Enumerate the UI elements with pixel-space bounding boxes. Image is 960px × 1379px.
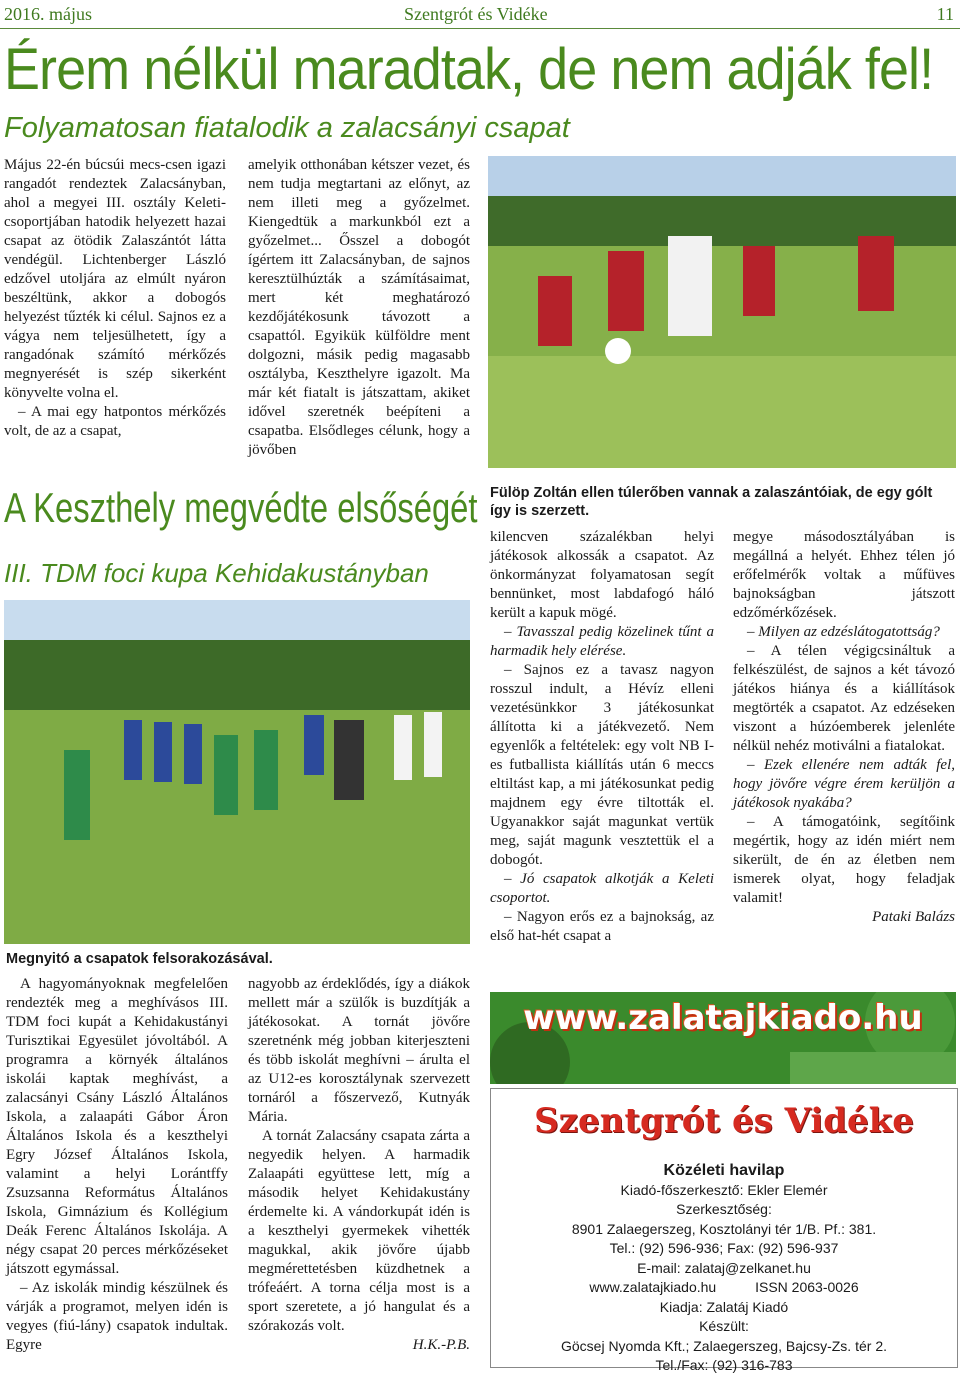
team-lineup-image bbox=[4, 600, 470, 944]
paragraph: – Nagyon erős ez a bajnokság, az első hat-hét csapat a bbox=[490, 909, 714, 944]
paragraph: megye másodosztályában is megállná a helyét. Ehhez télen jó erőfelmérők voltak a műfüves bajnokságban játszott edzőmérkőzések. bbox=[733, 529, 955, 621]
paragraph: A tornát Zalacsány csapata zárta a negyedik helyen. A harmadik Zalaapáti együttese lett, míg a második helyet Kehidakustány érdemelte ki. A vándorkupát idén is a keszthelyi gyermekek vihették magukkal, akik jövőre újabb megmérettetésben küzdhetnek a trófeáért. A torna célja most is a sport szeretete, a jó hangulat és a szórakozás volt. bbox=[248, 1128, 470, 1334]
football-match-image bbox=[488, 156, 956, 468]
article1-title: Érem nélkül maradtak, de nem adják fel! bbox=[4, 37, 934, 102]
article1-column-3 bbox=[490, 528, 714, 946]
imprint-lines bbox=[491, 1161, 957, 1376]
ad-url-link[interactable]: www.zalatajkiado.hu bbox=[523, 998, 923, 1038]
issue-date: 2016. május bbox=[4, 4, 92, 24]
zalatajkiado-ad-banner[interactable] bbox=[490, 992, 956, 1084]
football-match-photo bbox=[488, 156, 956, 468]
page-number: 11 bbox=[936, 4, 954, 24]
imprint-line: Göcsej Nyomda Kft.; Zalaegerszeg, Bajcsy-Zs. tér 2. bbox=[560, 1337, 887, 1354]
imprint-line: Tel.: (92) 596-936; Fax: (92) 596-937 bbox=[609, 1240, 839, 1256]
question: – Tavasszal pedig közelinek tűnt a harmadik hely elérése. bbox=[490, 624, 714, 659]
article1-column-1 bbox=[4, 156, 226, 441]
article1-column-2 bbox=[248, 156, 470, 460]
imprint-title: Szentgrót és Vidéke bbox=[534, 1101, 914, 1141]
question: – Milyen az edzéslátogatottság? bbox=[747, 624, 940, 640]
imprint-line: E-mail: zalataj@zelkanet.hu bbox=[637, 1259, 811, 1276]
imprint-box bbox=[490, 1088, 958, 1373]
page-header bbox=[0, 0, 960, 29]
imprint-line: Szerkesztőség: bbox=[676, 1201, 772, 1217]
article2-author: H.K.-P.B. bbox=[412, 1337, 470, 1353]
imprint-line: Kiadó-főszerkesztő: Ekler Elemér bbox=[620, 1181, 828, 1198]
football-photo-caption: Fülöp Zoltán ellen túlerőben vannak a zalaszántóiak, de egy gólt így is szerzett. bbox=[490, 485, 933, 519]
paragraph: – Az iskolák mindig készülnek és várják a programot, melyen idén is vegyes (fiú-lány) csapatok indultak. Egyre bbox=[6, 1280, 228, 1353]
publication-name: Szentgrót és Vidéke bbox=[404, 4, 548, 24]
imprint-line: www.zalatajkiado.hu ISSN 2063-0026 bbox=[589, 1279, 859, 1295]
paragraph: kilencven százalékban helyi játékosok alkossák a csapatot. Az önkormányzat folyamatosan segít bennünket, most labdafogó háló került a kapuk mögé. bbox=[490, 529, 714, 621]
paragraph: amelyik otthonában kétszer vezet, és nem tudja megtartani az előnyt, az nem illeti meg a győzelmet. Kiengedtük a markunkból ezt a győzelmet... Ősszel a dobogót ígértem itt Zalacsányban, de sajnos keresztülhúzták a számításaimat, mert két meghatározó kezdőjátékosunk távozott a csapattól. Egyikük külföldre ment dolgozni, másik pedig magasabb osztályba, Keszthelyre igazolt. Ma már két fiatalt is játszattam, akiket idővel szeretnék beépíteni a csapatba. Elsődleges célunk, hogy a jövőben bbox=[248, 157, 470, 458]
team-lineup-photo bbox=[4, 600, 470, 944]
imprint-line: Közéleti havilap bbox=[663, 1162, 785, 1179]
article2-column-2 bbox=[248, 975, 470, 1355]
paragraph: nagyobb az érdeklődés, így a diákok mellett már a szülők is buzdítják a játékosokat. A tornát jövőre szeretnénk még jobban kiterjeszteni és több iskolát meghívni – árulta el az U12-es korosztálynak szervezett tornáról a főszervező, Kutnyák Mária. bbox=[248, 976, 470, 1125]
article1-subtitle: Folyamatosan fiatalodik a zalacsányi csapat bbox=[4, 112, 570, 144]
paragraph: Május 22-én búcsúi mecs-csen igazi rangadót rendeztek Zalacsányban, ahol a megyei III. osztály Keleti-csoportjában hatodik helyezett hazai csapat az ötödik Zalaszántót látta vendégül. Lichtenberger László edzővel utoljára az elmúlt nyáron beszéltünk, akkor a dobogós helyezést tűzték ki célul. Sajnos ez a vágya nem teljesülhetett, így a rangadónak számító mérkőzés megnyerését is szép sikerként könyvelte volna el. bbox=[4, 157, 226, 401]
paragraph: – A támogatóink, segítőink megértik, hogy az idén miért nem sikerült, de én az életben nem ismerek olyat, hogy feladjak valamit! bbox=[733, 814, 955, 906]
question: – Ezek ellenére nem adták fel, hogy jövőre végre érem kerüljön a játékosok nyakába? bbox=[733, 757, 955, 811]
imprint-line: Készült: bbox=[699, 1318, 749, 1334]
article2-column-1 bbox=[6, 975, 228, 1355]
imprint-line: Tel./Fax: (92) 316-783 bbox=[655, 1357, 793, 1373]
imprint-line: Kiadja: Zalatáj Kiadó bbox=[659, 1298, 789, 1315]
paragraph: A hagyományoknak megfelelően rendezték meg a meghívásos III. TDM foci kupát a Kehidakustányi Turisztikai Egyesület jóvoltából. A programra a környék általános iskolái kaptak meghívást, a zalacsányi Csány László Általános Iskola, a zalaapáti Gábor Áron Általános Iskola és a keszthelyi Egry József Általános Iskola, valamint a helyi Lorántffy Zsuzsanna Református Általános Iskola, Gimnázium és Kollégium Deák Ferenc Általános Iskolája. A négy csapat 20 perces mérkőzéseket játszott egymással. bbox=[6, 976, 228, 1277]
article2-title: A Keszthely megvédte elsőségét bbox=[4, 484, 478, 531]
article1-author: Pataki Balázs bbox=[872, 909, 955, 925]
lineup-photo-caption: Megnyitó a csapatok felsorakozásával. bbox=[6, 951, 273, 967]
question: – Jó csapatok alkotják a Keleti csoportot. bbox=[490, 871, 714, 906]
paragraph: – A télen végigcsináltuk a felkészülést, de sajnos a két távozó játékos hiánya és a kiállítások megtörték a csapatot. Az edzéseken viszont a húzóemberek jelenléte nélkül nehéz motiválni a fiatalokat. bbox=[733, 643, 955, 754]
article1-column-4 bbox=[733, 528, 955, 927]
paragraph: – Sajnos ez a tavasz nagyon rosszul indult, a Hévíz elleni vezetésünkkor 3 játékosunkat állította ki a játékvezető. Nem egyenlők a feltételek: egy volt NB I-es futballista kiállítás után 6 meccs eltiltást kap, a mi játékosunkat pedig majdnem egy évre tiltották el. Ugyanakkor saját magunkat vertük meg, saját magunk vesztettük el a dobogót. bbox=[490, 662, 714, 868]
paragraph: – A mai egy hatpontos mérkőzés volt, de az a csapat, bbox=[4, 404, 226, 439]
article2-subtitle: III. TDM foci kupa Kehidakustányban bbox=[4, 558, 429, 588]
imprint-line: 8901 Zalaegerszeg, Kosztolányi tér 1/B. Pf.: 381. bbox=[571, 1220, 877, 1237]
